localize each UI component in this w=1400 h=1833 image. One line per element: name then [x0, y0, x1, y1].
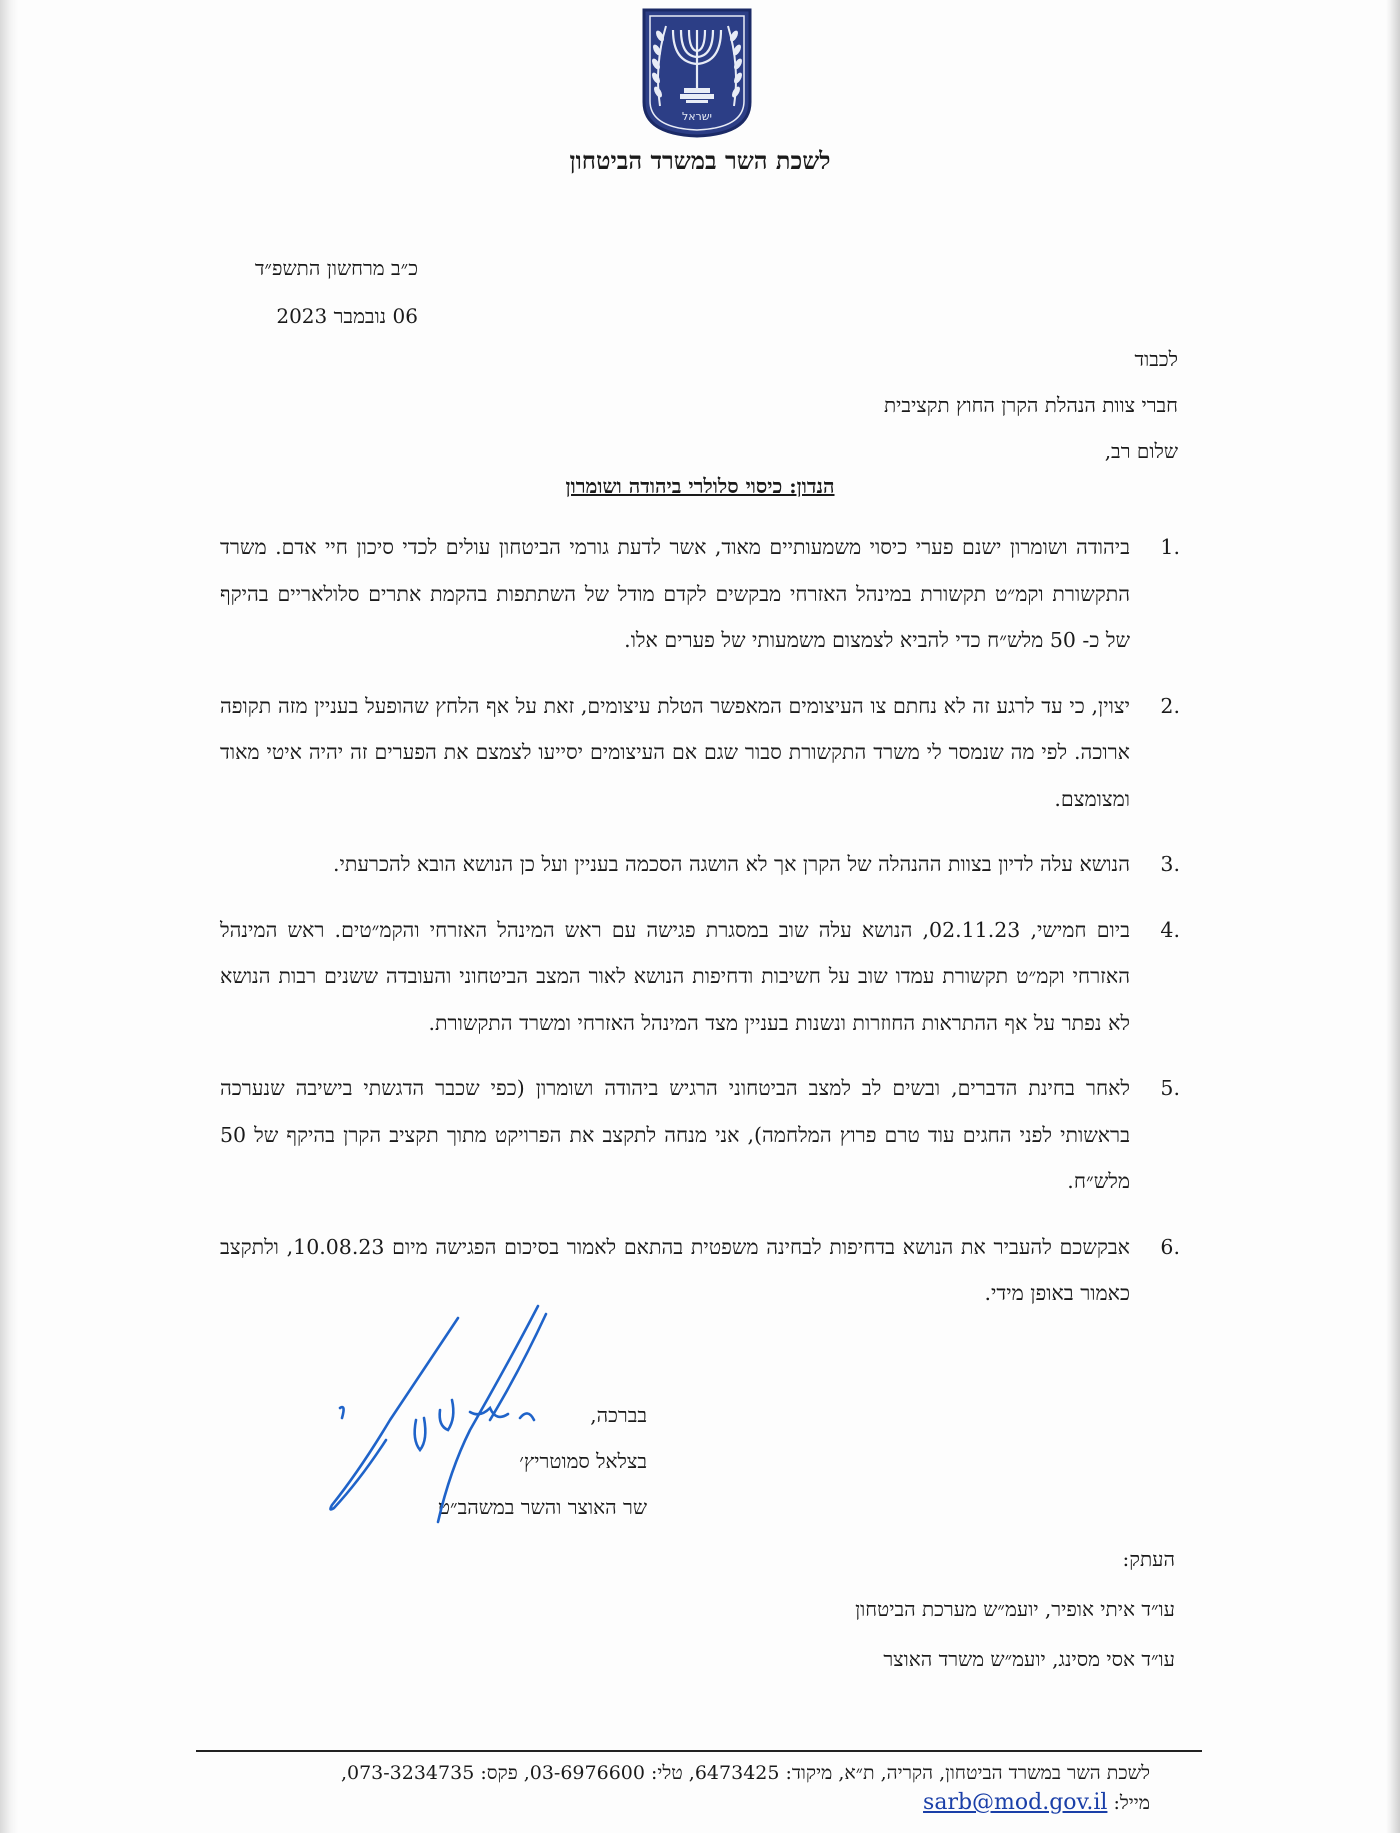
paragraph-number: .5 [1160, 1076, 1180, 1100]
paragraph-number: .6 [1160, 1234, 1180, 1259]
paragraph-text: ביהודה ושומרון ישנם פערי כיסוי משמעותיים מאוד, אשר לדעת גורמי הביטחון עולים לכדי סיכון חיי אדם. משרד התקשורת וקמ״ט תקשורת במינהל האזרחי מבקשים לקדם מודל של השתתפות בהקמת אתרים סלולאריים בהיקף של כ- 50 מלש״ח כדי להביא לצמצום משמעותי של פערים אלו. [220, 535, 1130, 652]
paragraph-item [220, 1065, 1180, 1205]
ministry-office-title: לשכת השר במשרד הביטחון [569, 146, 831, 175]
page-edge-shadow-left [0, 0, 18, 1833]
paragraph-item [220, 524, 1180, 664]
numbered-paragraphs [220, 524, 1180, 1336]
gregorian-date: 06 נובמבר 2023 [276, 304, 418, 328]
handwritten-signature-icon [320, 1300, 580, 1525]
signer-name: בצלאל סמוטריץ׳ [519, 1449, 647, 1473]
paragraph-text: יצוין, כי עד לרגע זה לא נחתם צו העיצומים המאפשר הטלת עיצומים, זאת על אף הלחץ שהופעל בעניין מזה תקופה ארוכה. לפי מה שנמסר לי משרד התקשורת סבור שגם אם העיצומים יסייעו לצמצם את הפערים זה יהיה איטי מאוד ומצומצם. [220, 693, 1130, 811]
signer-role: שר האוצר והשר במשהב״ט [437, 1495, 647, 1519]
paragraph-number: .3 [1160, 852, 1180, 876]
subject-line: הנדון: כיסוי סלולרי ביהודה ושומרון [565, 474, 835, 498]
copy-recipient: עו״ד אסי מסינג, יועמ״ש משרד האוצר [883, 1647, 1175, 1671]
closing-salutation: בברכה, [590, 1403, 647, 1427]
addressee-block [884, 336, 1178, 474]
paragraph-number: .2 [1160, 693, 1180, 718]
footer-contact [200, 1758, 1150, 1818]
hebrew-date: כ״ב מרחשון התשפ״ד [254, 256, 418, 280]
copies-block [855, 1534, 1175, 1684]
paragraph-text: אבקשכם להעביר את הנושא בדחיפות לבחינה משפטית בהתאם לאמור בסיכום הפגישה מיום 10.08.23, ולתקצב כאמור באופן מידי. [220, 1234, 1130, 1305]
paragraph-item [220, 683, 1180, 823]
paragraph-number: .4 [1160, 917, 1180, 942]
copy-recipient: עו״ד איתי אופיר, יועמ״ש מערכת הביטחון [855, 1597, 1175, 1621]
footer-email-link[interactable]: sarb@mod.gov.il [923, 1790, 1108, 1815]
footer-divider [196, 1750, 1202, 1752]
footer-email-label: מייל: [1113, 1792, 1150, 1814]
svg-text:ישראל: ישראל [681, 110, 713, 123]
footer-address: לשכת השר במשרד הביטחון, הקריה, ת״א, מיקוד: 6473425, טלי: 03-6976600, פקס: 073-3234735, [340, 1762, 1150, 1784]
paragraph-text: ביום חמישי, 02.11.23, הנושא עלה שוב במסגרת פגישה עם ראש המינהל האזרחי והקמ״טים. ראש המינהל האזרחי וקמ״ט תקשורת עמדו שוב על חשיבות ודחיפות הנושא לאור המצב הביטחוני והעובדה ששנים רבות הנושא לא נפתר על אף ההתראות החוזרות ונשנות בעניין מצד המינהל האזרחי ומשרד התקשורת. [220, 917, 1130, 1035]
greeting: שלום רב, [1104, 439, 1178, 463]
addressee-recipients: חברי צוות הנהלת הקרן החוץ תקציבית [883, 393, 1178, 417]
addressee-honorific: לכבוד [1134, 347, 1178, 371]
paragraph-item [220, 841, 1180, 888]
copies-label: העתק: [1122, 1547, 1175, 1571]
footer-email-line [200, 1788, 1150, 1818]
paragraph-item [220, 907, 1180, 1047]
paragraph-text: לאחר בחינת הדברים, ובשים לב למצב הביטחוני הרגיש ביהודה ושומרון (כפי שכבר הדגשתי בישיבה שנערכה בראשותי לפני החגים עוד טרם פרוץ המלחמה), אני מנחה לתקצב את הפרויקט מתוך תקציב הקרן בהיקף של 50 מלש״ח. [220, 1076, 1130, 1193]
paragraph-text: הנושא עלה לדיון בצוות ההנהלה של הקרן אך לא הושגה הסכמה בעניין ועל כן הנושא הובא להכרעתי. [332, 852, 1130, 876]
date-block [255, 244, 418, 340]
state-emblem-icon [640, 6, 754, 138]
paragraph-number: .1 [1160, 535, 1180, 559]
page-edge-shadow-right [1386, 0, 1400, 1833]
